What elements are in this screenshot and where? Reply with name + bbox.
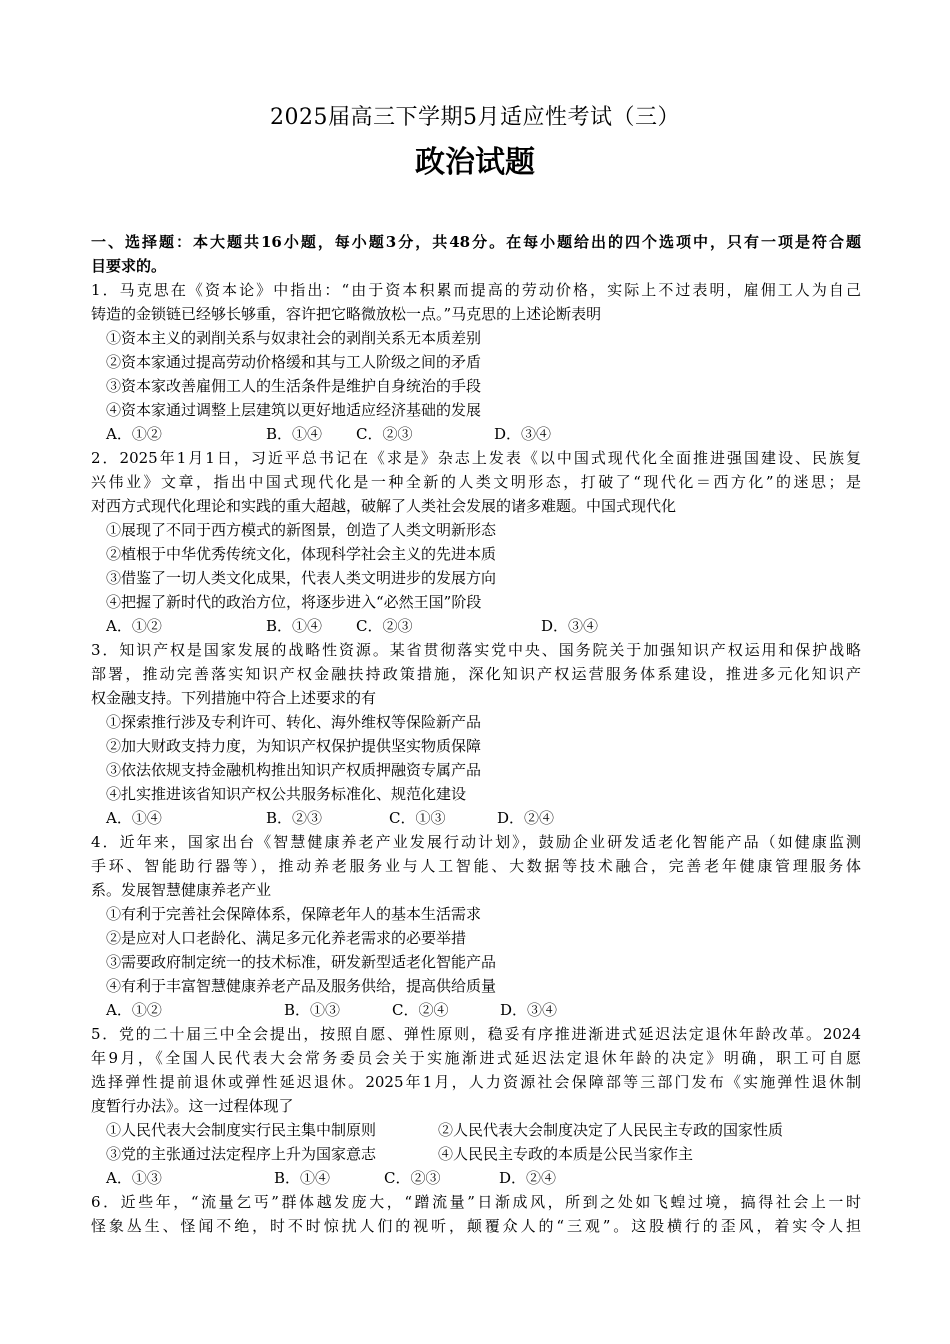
question-2 (91, 446, 861, 638)
choice-d: D．③④ (500, 1001, 558, 1019)
question-stem: 度暂行办法》。这一过程体现了 (91, 1097, 294, 1115)
question-stem: 年9月，《全国人民代表大会常务委员会关于实施渐进式延迟法定退休年龄的决定》明确，职工可自愿 (91, 1049, 861, 1067)
statement-option: ④有利于丰富智慧健康养老产品及服务供给，提高供给质量 (106, 977, 497, 995)
statement-option: ②加大财政支持力度，为知识产权保护提供坚实物质保障 (106, 737, 482, 755)
statement-option: ②人民代表大会制度决定了人民民主专政的国家性质 (438, 1121, 784, 1139)
question-3 (91, 638, 861, 830)
section-heading: 一、选择题：本大题共16小题，每小题3分，共48分。在每小题给出的四个选项中，只有一项是符合题 (91, 233, 861, 251)
question-stem: 铸造的金锁链已经够长够重，容许把它略微放松一点。”马克思的上述论断表明 (91, 305, 602, 323)
choice-c: C．①③ (389, 809, 446, 827)
question-stem: 5．党的二十届三中全会提出，按照自愿、弹性原则，稳妥有序推进渐进式延迟法定退休年龄改革。2024 (91, 1025, 861, 1043)
question-stem: 部署，推动完善落实知识产权金融扶持政策措施，深化知识产权运营服务体系建设，推进多元化知识产 (91, 665, 861, 683)
question-6 (91, 1190, 861, 1238)
choice-a: A．①② (106, 1001, 162, 1019)
answer-choices (91, 614, 861, 638)
question-stem: 系。发展智慧健康养老产业 (91, 881, 272, 899)
exam-title: 2025届高三下学期5月适应性考试（三） (270, 105, 680, 130)
question-1 (91, 278, 861, 446)
question-stem: 选择弹性提前退休或弹性延迟退休。2025年1月，人力资源社会保障部等三部门发布《实施弹性退休制 (91, 1073, 861, 1091)
choice-c: C．②④ (392, 1001, 449, 1019)
question-stem: 手环、智能助行器等），推动养老服务业与人工智能、大数据等技术融合，完善老年健康管理服务体 (91, 857, 861, 875)
statement-option: ①资本主义的剥削关系与奴隶社会的剥削关系无本质差别 (106, 329, 482, 347)
question-stem: 6．近些年，“流量乞丐”群体越发庞大，“蹭流量”日渐成风，所到之处如飞蝗过境，搞得社会上一时 (91, 1193, 861, 1211)
statement-option: ③需要政府制定统一的技术标准，研发新型适老化智能产品 (106, 953, 497, 971)
statement-row (91, 1142, 861, 1166)
choice-a: A．①④ (106, 809, 162, 827)
answer-choices (91, 806, 861, 830)
answer-choices (91, 1166, 861, 1190)
choice-d: D．②④ (497, 809, 555, 827)
question-4 (91, 830, 861, 1022)
choice-b: B．①④ (266, 425, 323, 443)
statement-option: ④资本家通过调整上层建筑以更好地适应经济基础的发展 (106, 401, 482, 419)
statement-option: ①人民代表大会制度实行民主集中制原则 (106, 1121, 377, 1139)
choice-c: C．②③ (384, 1169, 441, 1187)
choice-b: B．①④ (266, 617, 323, 635)
question-stem: 1．马克思在《资本论》中指出：“由于资本积累而提高的劳动价格，实际上不过表明，雇佣工人为自己 (91, 281, 861, 299)
statement-option: ④人民民主专政的本质是公民当家作主 (438, 1145, 694, 1163)
statement-option: ③依法依规支持金融机构推出知识产权质押融资专属产品 (106, 761, 482, 779)
exam-content (91, 230, 861, 1238)
question-stem: 4．近年来，国家出台《智慧健康养老产业发展行动计划》，鼓励企业研发适老化智能产品（如健康监测 (91, 833, 861, 851)
question-stem: 2．2025年1月1日，习近平总书记在《求是》杂志上发表《以中国式现代化全面推进强国建设、民族复 (91, 449, 861, 467)
choice-d: D．③④ (541, 617, 599, 635)
question-stem: 权金融支持。下列措施中符合上述要求的有 (91, 689, 377, 707)
answer-choices (91, 422, 861, 446)
choice-b: B．②③ (266, 809, 323, 827)
statement-option: ①展现了不同于西方模式的新图景，创造了人类文明新形态 (106, 521, 497, 539)
statement-option: ②资本家通过提高劳动价格缓和其与工人阶级之间的矛盾 (106, 353, 482, 371)
choice-d: D．②④ (499, 1169, 557, 1187)
statement-option: ③党的主张通过法定程序上升为国家意志 (106, 1145, 377, 1163)
choice-a: A．①③ (106, 1169, 162, 1187)
statement-option: ④扎实推进该省知识产权公共服务标准化、规范化建设 (106, 785, 467, 803)
question-stem: 对西方式现代化理论和实践的重大超越，破解了人类社会发展的诸多难题。中国式现代化 (91, 497, 677, 515)
statement-option: ①探索推行涉及专利许可、转化、海外维权等保险新产品 (106, 713, 482, 731)
choice-d: D．③④ (494, 425, 552, 443)
subject-title: 政治试题 (415, 145, 535, 180)
choice-a: A．①② (106, 617, 162, 635)
choice-a: A．①② (106, 425, 162, 443)
choice-c: C．②③ (356, 425, 413, 443)
question-stem: 兴伟业》文章，指出中国式现代化是一种全新的人类文明形态，打破了“现代化＝西方化”的迷思；是 (91, 473, 861, 491)
statement-option: ②是应对人口老龄化、满足多元化养老需求的必要举措 (106, 929, 467, 947)
statement-option: ③借鉴了一切人类文化成果，代表人类文明进步的发展方向 (106, 569, 497, 587)
answer-choices (91, 998, 861, 1022)
question-5 (91, 1022, 861, 1190)
statement-option: ①有利于完善社会保障体系，保障老年人的基本生活需求 (106, 905, 482, 923)
choice-b: B．①④ (274, 1169, 331, 1187)
statement-row (91, 1118, 861, 1142)
statement-option: ④把握了新时代的政治方位，将逐步进入“必然王国”阶段 (106, 593, 482, 611)
choice-b: B．①③ (284, 1001, 341, 1019)
choice-c: C．②③ (356, 617, 413, 635)
section-heading-cont: 目要求的。 (91, 257, 167, 275)
question-stem: 怪象丛生、怪闻不绝，时不时惊扰人们的视听，颠覆众人的“三观”。这股横行的歪风，着实令人担 (91, 1217, 861, 1235)
statement-option: ③资本家改善雇佣工人的生活条件是维护自身统治的手段 (106, 377, 482, 395)
statement-option: ②植根于中华优秀传统文化，体现科学社会主义的先进本质 (106, 545, 497, 563)
question-stem: 3．知识产权是国家发展的战略性资源。某省贯彻落实党中央、国务院关于加强知识产权运用和保护战略 (91, 641, 861, 659)
